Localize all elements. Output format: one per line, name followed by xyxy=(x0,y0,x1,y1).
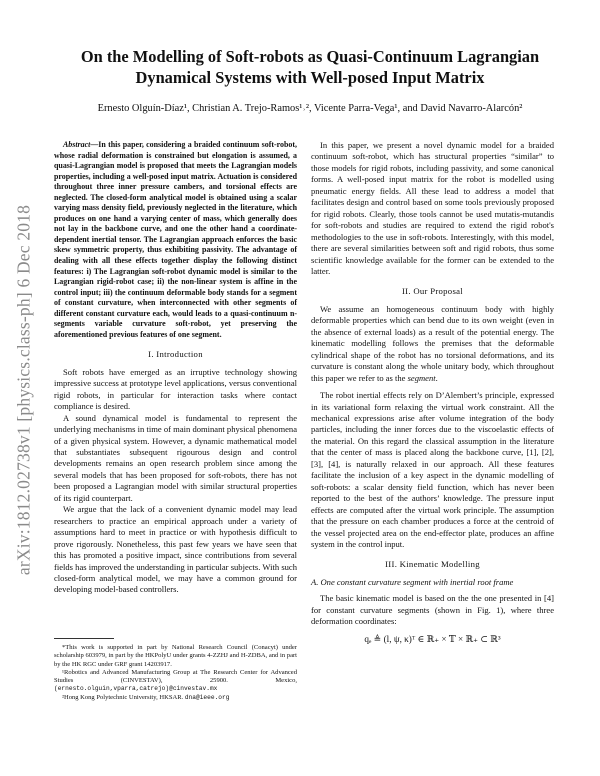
right-column xyxy=(311,140,554,645)
affiliation-2-email: dna@ieee.org xyxy=(184,693,230,701)
section-heading-kinematic-modelling: III. Kinematic Modelling xyxy=(385,559,480,570)
footnote-affiliation-1 xyxy=(54,669,297,694)
title-line-2: Dynamical Systems with Well-posed Input Matrix xyxy=(135,68,485,87)
proposal-paragraph-2: The robot inertial effects rely on D’Alembert’s principle, expressed in its variational form relaxing the virtual work constraint. All the mechanical expressions arise after volume integration of the body particles, including the inner forces due to the viscoelastic effects of the material. On this regard the classical assumption in the literature that the center of mass is placed along the backbone curve, [1], [2], [3], [4], is naturally relaxed in our approach. All these features facilitate the inclusion of a key aspect in the dynamic modelling of soft-robots: a scalar density field function, which has never been reported to the best of the authors’ knowledge. The pressure input effects are computed after the virtual work principle. The assumption that the pressure on each chamber produces a force at the centroid of the vessel projected area on the end-effector plate, produces an affine system in the control input. xyxy=(311,390,554,549)
affiliation-2-text: ²Hong Kong Polytechnic University, HKSAR. xyxy=(62,693,184,701)
footnote-rule xyxy=(54,638,114,639)
intro-paragraph-1: Soft robots have emerged as an irruptive technology showing impressive success at prototype level applications, versus conventional rigid robots, in particular for interaction tasks where contact compliance is desired. xyxy=(54,366,297,412)
segment-term: segment xyxy=(407,372,436,383)
abstract-text: —In this paper, considering a braided continuum soft-robot, whose radial deformation is constrained but elongation is assumed, a quasi-Lagrangian model is proposed that meets the Lagrangian models properties, including a well-posed input matrix. Actuation is considered throughout three inner pressure cambers, and torsional effects are neglected. The closed-form analytical model is obtained using a scalar varying mass density field, previously neglected in the literature, which produces on one hand a varying center of mass, which generally does not lay in the backbone curve, and one the other hand a coordinate-dependent inertial tensor. The Lagrangian approach enforces the basic skew symmetric property, thus exhibiting passivity. The advantage of dealing with all these effects together display the following distinct features: i) The Lagrangian soft-robot dynamic model is similar to the Lagrangian rigid-robot case; ii) the non-linear system is affine in the control input; iii) the continuum deformable body stands for a segment of constant curvature, when interconnected with other segments of different constant curvature each, would leads to a quasi-continuum n-segments variable curvature soft-robot, yet preserving the aforementioned previous features of one segment. xyxy=(54,140,297,339)
right-intro-paragraph: In this paper, we present a novel dynamic model for a braided continuum soft-robot, which has structural properties “similar” to those models for rigid robots, including passivity, and some canonical forms. A well-posed input matrix for the robot is modelled using pneumatic energy fields. All these lead to address a model that facilitates design and control based on some tools previously proposed for rigid robots. Clearly, those tools cannot be used mutatis-mutandis for soft-robots and studies are required to extend the rigid robot's methodologies to the use in soft-robots. Interestingly, with this model, there are several similarities between soft and rigid robots, thus some scientific knowledge available for the former can be extended to the latter. xyxy=(311,140,554,276)
intro-paragraph-2: A sound dynamical model is fundamental to represent the underlying mechanisms in time of main dominant physical phenomena of a given physical system. However, a dynamic mathematical model that substantiates subsequent rigourous design and control developments remains an open research problem since among the several models that has been proposed for soft-robots, there has not been proposed a Lagrangian model with similar structural properties of its rigid counterpart. xyxy=(54,412,297,503)
paper-title xyxy=(40,46,580,88)
abstract-label: Abstract xyxy=(63,140,91,149)
subsection-heading: A. One constant curvature segment with inertial root frame xyxy=(311,576,514,587)
equation-deformation-coordinates: qₑ ≜ (l, ψ, κ)ᵀ ∈ ℝ₊ × 𝕋 × ℝ₊ ⊂ ℝ³ xyxy=(364,633,501,644)
affiliation-1-email: (ernesto.olguin,vparra,catrejo)@cinvestav.mx xyxy=(54,685,218,693)
arxiv-stamp xyxy=(2,120,46,660)
arxiv-stamp-text: arXiv:1812.02738v1 [physics.class-ph] 6 Dec 2018 xyxy=(13,204,34,576)
intro-paragraph-3: We argue that the lack of a convenient dynamic model may lead researchers to practice an empirical approach under a variety of assumptions hard to meet in practice or with hypothesis difficult to prove rigorously. Nonetheless, this past few years we have seen that this has promoted a positive impact, since contributions from several fields has improved the understanding in particular subjects. With such closed-form analytical model, we may have a common ground for developing model-based controllers. xyxy=(54,504,297,595)
footnote-funding: *This work is supported in part by National Research Council (Conacyt) under scholarship 603979, in part by the HKPolyU under grants 4-ZZHJ and H-ZDBA, and in part by the HK RGC under GRF grant 14203917. xyxy=(54,644,297,668)
title-line-1: On the Modelling of Soft-robots as Quasi-Continuum Lagrangian xyxy=(80,47,540,66)
section-heading-introduction: I. Introduction xyxy=(148,349,203,360)
left-column xyxy=(54,140,297,596)
kinematic-paragraph-1: The basic kinematic model is based on the the one presented in [4] for constant curvature segments (shown in Fig. 1), where three deformation coordinates: xyxy=(311,593,554,627)
proposal-paragraph-1-text: We assume an homogeneous continuum body with highly deformable properties which can bend due to its own weight (even in the absence of external loads) as a result of the potential energy. The kinematic modelling follows the premises that the deformable cylindrical shape of the robot has no torsional deformations, and its curvature is constant along the whole unitary body, which throughout this paper we refer to as the xyxy=(311,303,554,383)
abstract xyxy=(54,140,297,340)
proposal-paragraph-1: We assume an homogeneous continuum body with highly deformable properties which can bend due to its own weight (even in the absence of external loads) as a result of the potential energy. The kinematic modelling follows the premises that the deformable cylindrical shape of the robot has no torsional deformations, and its curvature is constant along the whole unitary body, which throughout this paper we refer to as the segment. xyxy=(311,303,554,383)
footnote-affiliation-2 xyxy=(54,694,297,702)
section-heading-our-proposal: II. Our Proposal xyxy=(401,286,464,297)
footnotes xyxy=(54,638,297,702)
affiliation-1-text: ¹Robotics and Advanced Manufacturing Group at The Research Center for Advanced Studies (CINVESTAV), 25900. Mexico, xyxy=(54,668,297,685)
author-list: Ernesto Olguín-Díaz¹, Christian A. Trejo-Ramos¹˒², Vicente Parra-Vega¹, and David Navarro-Alarcón² xyxy=(97,103,523,114)
